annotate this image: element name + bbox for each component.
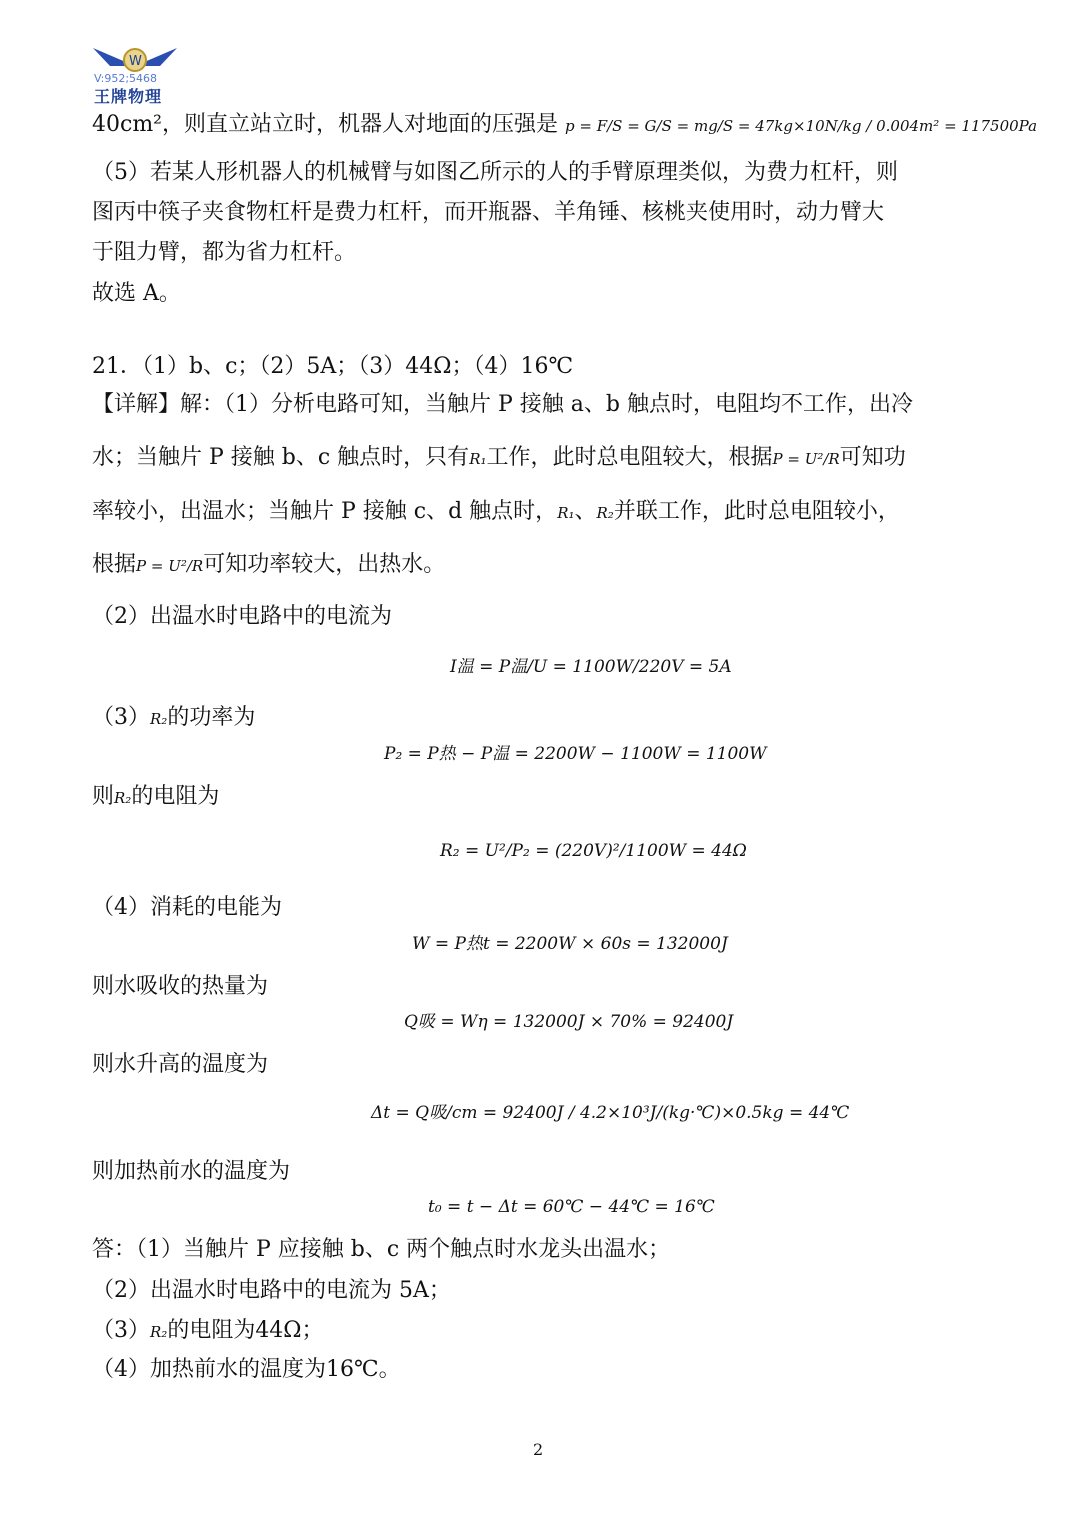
answer-line-2: （2）出温水时电路中的电流为 5A； xyxy=(92,1278,451,1303)
lever-line-1: （5）若某人形机器人的机械臂与如图乙所示的人的手臂原理类似，为费力杠杆，则 xyxy=(92,160,898,185)
r2-symbol: R₂ xyxy=(596,504,614,522)
q21-answer: 21．（1）b、c；（2）5A；（3）44Ω；（4）16℃ xyxy=(92,354,574,379)
t0-heading: 则加热前水的温度为 xyxy=(92,1159,291,1184)
pressure-line xyxy=(92,110,1037,141)
brand-logo xyxy=(88,44,183,106)
step3-heading: （3）R₂的功率为 xyxy=(92,705,256,730)
svg-text:W: W xyxy=(129,54,142,69)
t0-equation: t₀ = t − Δt = 60℃ − 44℃ = 16℃ xyxy=(428,1197,715,1217)
pressure-lead: 40cm²，则直立站立时，机器人对地面的压强是 xyxy=(92,112,558,137)
answer-line-1: 答：（1）当触片 P 应接触 b、c 两个触点时水龙头出温水； xyxy=(92,1237,671,1262)
heat-equation: Q吸 = Wη = 132000J × 70% = 92400J xyxy=(404,1012,734,1032)
lever-line-3: 于阻力臂，都为省力杠杆。 xyxy=(92,240,357,265)
r1-symbol: R₁ xyxy=(469,450,487,468)
detail-line-3: 率较小，出温水；当触片 P 接触 c、d 触点时，R₁、R₂并联工作，此时总电阻较小， xyxy=(92,499,900,524)
step4-heading: （4）消耗的电能为 xyxy=(92,895,282,920)
choice-line: 故选 A。 xyxy=(92,281,181,306)
detail-line-4: 根据P = U²/R可知功率较大，出热水。 xyxy=(92,552,446,577)
energy-equation: W = P热t = 2200W × 60s = 132000J xyxy=(412,934,728,954)
r2-heading: 则R₂的电阻为 xyxy=(92,784,220,809)
detail-line-2: 水；当触片 P 接触 b、c 触点时，只有R₁工作，此时总电阻较大，根据P = U²/R可知功 xyxy=(92,445,906,470)
rise-equation: Δt = Q吸/cm = 92400J / 4.2×10³J/(kg·℃)×0.5kg = 44℃ xyxy=(371,1103,850,1123)
answer-line-4: （4）加热前水的温度为16℃。 xyxy=(92,1357,401,1382)
power-formula: P = U²/R xyxy=(772,450,840,468)
logo-text: 王牌物理 xyxy=(94,87,163,106)
watermark-text: V:952;5468 xyxy=(94,72,158,85)
r2-equation: R₂ = U²/P₂ = (220V)²/1100W = 44Ω xyxy=(440,841,747,861)
lever-line-2: 图丙中筷子夹食物杠杆是费力杠杆，而开瓶器、羊角锤、核桃夹使用时，动力臂大 xyxy=(92,200,885,225)
rise-heading: 则水升高的温度为 xyxy=(92,1052,269,1077)
heat-heading: 则水吸收的热量为 xyxy=(92,974,269,999)
detail-line-1: 【详解】解：（1）分析电路可知，当触片 P 接触 a、b 触点时，电阻均不工作，出冷 xyxy=(92,392,913,417)
p2-equation: P₂ = P热 − P温 = 2200W − 1100W = 1100W xyxy=(384,744,767,764)
answer-line-3: （3）R₂的电阻为44Ω； xyxy=(92,1318,324,1343)
current-equation: I温 = P温/U = 1100W/220V = 5A xyxy=(450,657,732,677)
step2-heading: （2）出温水时电路中的电流为 xyxy=(92,604,392,629)
page-number: 2 xyxy=(533,1440,544,1459)
pressure-formula: p = F/S = G/S = mg/S = 47kg×10N/kg / 0.004m² = 117500Pa xyxy=(565,117,1038,135)
